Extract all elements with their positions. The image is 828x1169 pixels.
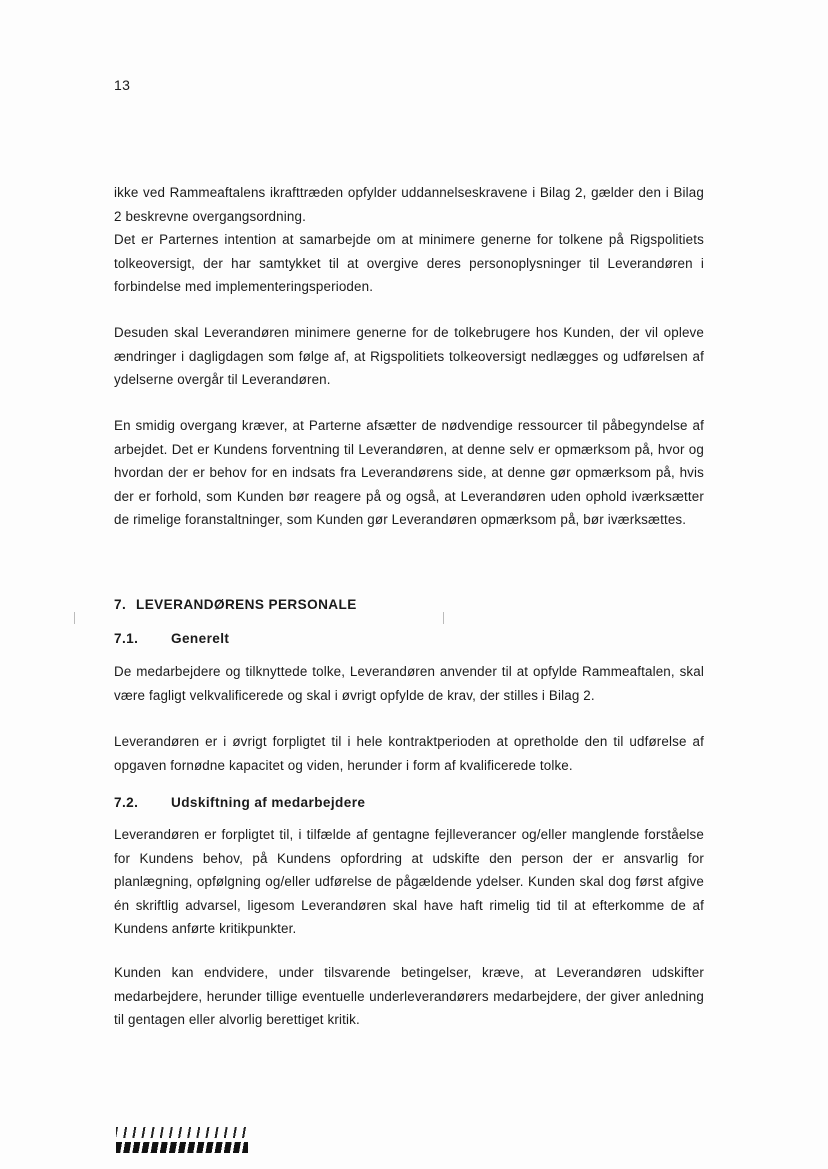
subsection-heading bbox=[114, 795, 365, 810]
paragraph: En smidig overgang kræver, at Parterne afsætter de nødvendige ressourcer til påbegyndelse af arbejdet. Det er Kundens forventning til Leverandøren, at denne selv er opmærksom på, hvor og hvordan der er behov for en indsats fra Leverandørens side, at denne gør opmærksom på, hvis der er forhold, som Kunden bør reagere på og også, at Leverandøren uden ophold iværksætter de rimelige foranstaltninger, som Kunden gør Leverandøren opmærksom på, bør iværksættes. bbox=[114, 418, 704, 527]
paragraph: ikke ved Rammeaftalens ikrafttræden opfylder uddannelseskravene i Bilag 2, gælder den i Bilag 2 beskrevne overgangsordning. bbox=[114, 185, 704, 224]
section-heading bbox=[114, 597, 357, 612]
paragraph-group-transition bbox=[114, 181, 704, 299]
subsection-title: Udskiftning af medarbejdere bbox=[171, 795, 366, 810]
subsection-number: 7.2. bbox=[114, 795, 139, 810]
subsection-number: 7.1. bbox=[114, 631, 139, 646]
paragraph: De medarbejdere og tilknyttede tolke, Leverandøren anvender til at opfylde Rammeaftalen, skal være fagligt velkvalificerede og skal i øvrigt opfylde de krav, der stilles i Bilag 2. bbox=[114, 664, 704, 703]
paragraph: Kunden kan endvidere, under tilsvarende betingelser, kræve, at Leverandøren udskifter medarbejdere, herunder tillige eventuelle underleverandørers medarbejdere, der giver anledning til gentagen eller alvorlig berettiget kritik. bbox=[114, 965, 704, 1027]
page-number: 13 bbox=[114, 77, 131, 93]
scan-artifact bbox=[74, 612, 75, 624]
section-title: LEVERANDØRENS PERSONALE bbox=[136, 597, 357, 612]
paragraph: Desuden skal Leverandøren minimere generne for de tolkebrugere hos Kunden, der vil opleve ændringer i dagligdagen som følge af, at Rigspolitiets tolkeoversigt nedlægges og udførelsen af ydelserne overgår til Leverandøren. bbox=[114, 325, 704, 387]
barcode-stamp bbox=[116, 1127, 248, 1153]
paragraph: Det er Parternes intention at samarbejde om at minimere generne for tolkene på Rigspolitiets tolkeoversigt, der har samtykket til at overgive deres personoplysninger til Leverandøren i forbindelse med implementeringsperioden. bbox=[114, 232, 704, 294]
section-number: 7. bbox=[114, 597, 127, 612]
paragraph: Leverandøren er i øvrigt forpligtet til i hele kontraktperioden at opretholde den til udførelse af opgaven fornødne kapacitet og viden, herunder i form af kvalificerede tolke. bbox=[114, 734, 704, 773]
scan-artifact bbox=[443, 612, 444, 624]
subsection-heading bbox=[114, 631, 229, 646]
subsection-title: Generelt bbox=[171, 631, 230, 646]
paragraph: Leverandøren er forpligtet til, i tilfælde af gentagne fejlleverancer og/eller manglende forståelse for Kundens behov, på Kundens opfordring at udskifte den person der er ansvarlig for planlægning, opfølgning og/eller udførelse de pågældende ydelser. Kunden skal dog først afgive én skriftlig advarsel, ligesom Leverandøren skal have haft rimelig tid til at efterkomme de af Kundens anførte kritikpunkter. bbox=[114, 827, 704, 936]
